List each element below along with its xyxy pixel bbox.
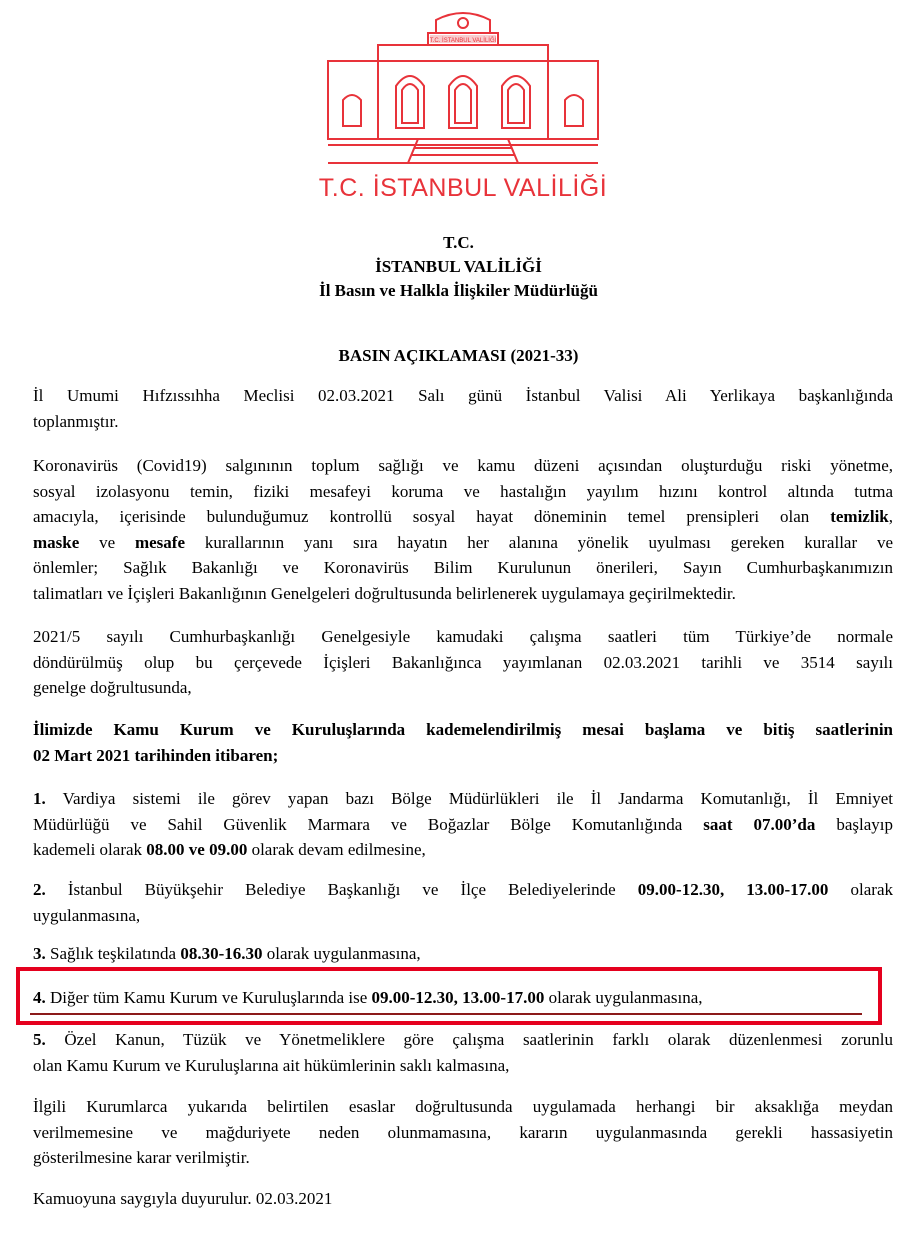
- red-highlight-box: [16, 967, 882, 1025]
- paragraph-line: Kamuoyuna saygıyla duyurulur. 02.03.2021: [33, 1189, 333, 1208]
- bold-time: saat 07.00’da: [703, 814, 816, 834]
- text-run: kademeli olarak: [33, 840, 147, 859]
- bold-time: 08.30-16.30: [180, 944, 263, 963]
- paragraph-intro-bold: [33, 717, 893, 768]
- text-run: ve: [79, 532, 135, 552]
- press-release-title: BASIN AÇIKLAMASI (2021-33): [338, 346, 579, 365]
- list-item-1: [33, 786, 893, 863]
- list-item-2: [33, 877, 893, 928]
- paragraph-line: [33, 504, 893, 530]
- closing-line: [33, 1186, 893, 1212]
- text-run: ,: [888, 507, 893, 526]
- text-run: Vardiya sistemi ile görev yapan bazı Bölge Müdürlükleri ile İl Jandarma Komutanlığı, İl Emniyet: [45, 789, 893, 808]
- text-run: başlayıp: [815, 814, 893, 834]
- building-sign-text: T.C. İSTANBUL VALİLİĞİ: [429, 38, 497, 44]
- paragraph-line: önlemler; Sağlık Bakanlığı ve Koronavirüs Bilim Kurulunun önerileri, Sayın Cumhurbaşkanımızın: [33, 558, 893, 577]
- bold-temizlik: temizlik: [830, 507, 889, 526]
- item-number: 5.: [33, 1030, 46, 1049]
- paragraph-covid: [33, 453, 893, 606]
- text-run: Diğer tüm Kamu Kurum ve Kuruluşlarında ise: [45, 988, 372, 1007]
- governorship-building-icon: [318, 8, 608, 208]
- paragraph-line: genelge doğrultusunda,: [33, 678, 192, 697]
- text-run: kurallarının yanı sıra hayatın her alanına yönelik uyulması gereken kurallar ve: [185, 532, 893, 552]
- paragraph-line: [33, 812, 893, 838]
- list-item-5: [33, 1027, 893, 1078]
- item-number: 3.: [33, 944, 46, 963]
- list-item-3: [33, 941, 893, 967]
- paragraph-meeting: [33, 383, 893, 434]
- bold-mesafe: mesafe: [134, 532, 185, 552]
- paragraph-line: olan Kamu Kurum ve Kuruluşlarına ait hükümlerinin saklı kalmasına,: [33, 1055, 510, 1075]
- paragraph-line: [33, 1027, 893, 1053]
- paragraph-line: talimatları ve İçişleri Bakanlığının Genelgeleri doğrultusunda belirlenerek uygulamaya geçirilmektedir.: [33, 583, 736, 603]
- paragraph-line: [33, 786, 893, 812]
- istanbul-valiligi-logo: [318, 8, 608, 208]
- paragraph-line: [33, 941, 893, 967]
- text-run: olarak devam edilmesine,: [247, 840, 426, 859]
- paragraph-line: 2021/5 sayılı Cumhurbaşkanlığı Genelgesiyle kamudaki çalışma saatleri tüm Türkiye’de normale: [33, 627, 893, 646]
- paragraph-line: verilmemesine ve mağduriyete neden olunmamasına, kararın uygulanmasında gerekli hassasiyetin: [33, 1122, 893, 1142]
- text-run: olarak uygulanmasına,: [544, 988, 703, 1007]
- item-number: 4.: [33, 988, 46, 1007]
- header-istanbul-valiligi: İSTANBUL VALİLİĞİ: [375, 257, 542, 276]
- paragraph-line: İlimizde Kamu Kurum ve Kuruluşlarında kademelendirilmiş mesai başlama ve bitiş saatlerinin: [33, 720, 893, 739]
- text-run: olarak uygulanmasına,: [262, 944, 421, 963]
- text-run: Sağlık teşkilatında: [45, 944, 181, 963]
- paragraph-genelge: [33, 624, 893, 701]
- logo-caption: T.C. İSTANBUL VALİLİĞİ: [318, 174, 608, 202]
- paragraph-line: döndürülmüş olup bu çerçevede İçişleri Bakanlığınca yayımlanan 02.03.2021 tarihli ve 3514 sayılı: [33, 652, 893, 672]
- paragraph-line: 02 Mart 2021 tarihinden itibaren;: [33, 745, 279, 765]
- paragraph-line: Koronavirüs (Covid19) salgınının toplum sağlığı ve kamu düzeni açısından oluşturduğu riski yönetme,: [33, 456, 893, 475]
- paragraph-line: İl Umumi Hıfzıssıhha Meclisi 02.03.2021 Salı günü İstanbul Valisi Ali Yerlikaya başkanlığında: [33, 386, 893, 405]
- text-run: Özel Kanun, Tüzük ve Yönetmeliklere göre çalışma saatlerinin farklı olarak düzenlenmesi zorunlu: [45, 1030, 893, 1049]
- item-number: 1.: [33, 789, 46, 808]
- paragraph-decision: [33, 1094, 893, 1171]
- header-directorate: İl Basın ve Halkla İlişkiler Müdürlüğü: [319, 281, 598, 300]
- paragraph-line: [33, 877, 893, 903]
- bold-maske: maske: [33, 532, 80, 552]
- bold-time: 09.00-12.30, 13.00-17.00: [371, 988, 545, 1007]
- paragraph-line: İlgili Kurumlarca yukarıda belirtilen esaslar doğrultusunda uygulamada herhangi bir aksaklığa meydan: [33, 1097, 893, 1116]
- bold-time: 09.00-12.30, 13.00-17.00: [637, 880, 829, 899]
- bold-time: 08.00 ve 09.00: [146, 840, 248, 859]
- text-run: olarak: [828, 880, 893, 899]
- paragraph-line: toplanmıştır.: [33, 411, 119, 431]
- text-run: Müdürlüğü ve Sahil Güvenlik Marmara ve Boğazlar Bölge Komutanlığında: [33, 814, 704, 834]
- text-run: amacıyla, içerisinde bulunduğumuz kontrollü sosyal hayat döneminin temel prensipleri olan: [33, 507, 831, 526]
- item-number: 2.: [33, 880, 46, 899]
- paragraph-line: [33, 530, 893, 556]
- header-tc: T.C.: [443, 233, 474, 252]
- paragraph-line: sosyal izolasyonu temin, fiziki mesafeyi koruma ve hastalığın yayılım hızını kontrol altında tutma: [33, 481, 893, 501]
- paragraph-line: gösterilmesine karar verilmiştir.: [33, 1148, 250, 1167]
- text-run: İstanbul Büyükşehir Belediye Başkanlığı ve İlçe Belediyelerinde: [45, 880, 638, 899]
- paragraph-line: [33, 837, 893, 863]
- paragraph-line: uygulanmasına,: [33, 905, 141, 925]
